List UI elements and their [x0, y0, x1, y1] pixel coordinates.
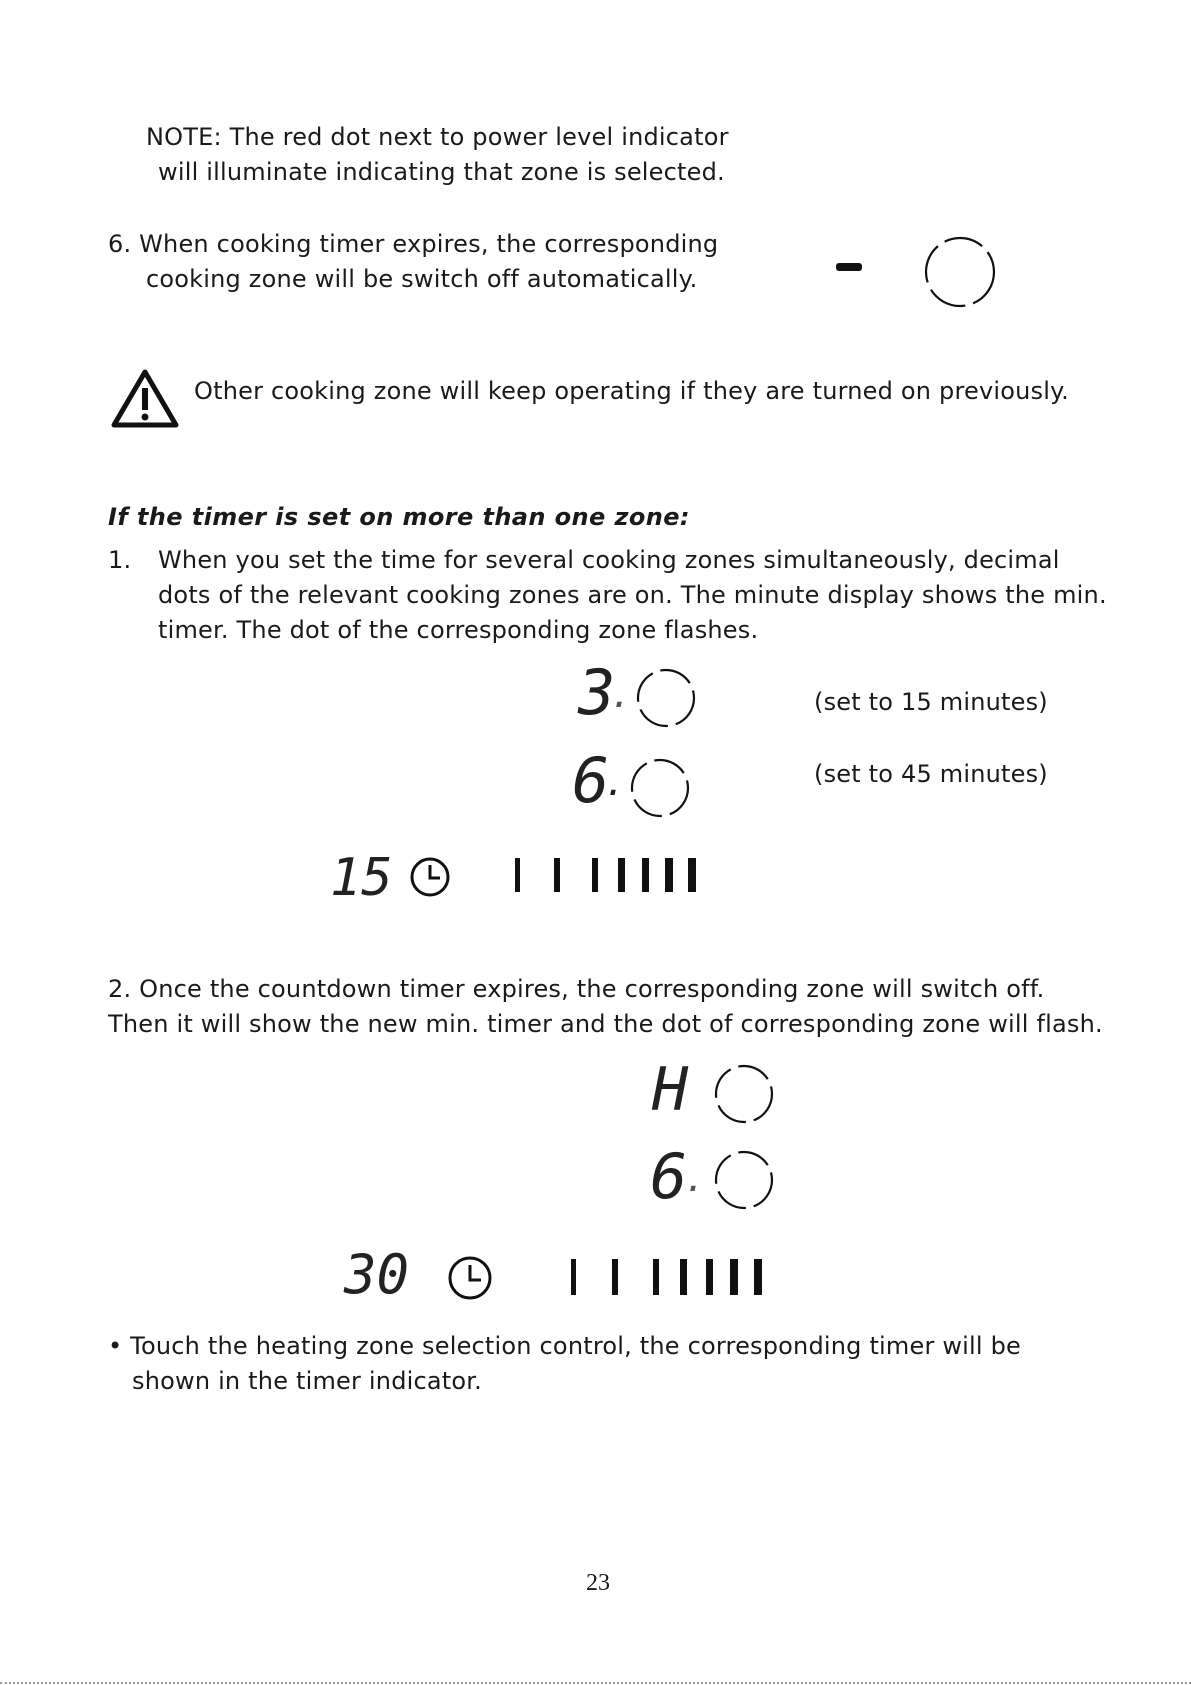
power-level-bars-2	[568, 1258, 788, 1296]
note-line-1: NOTE: The red dot next to power level indicator	[146, 123, 729, 151]
zone2-power-digit: 6	[572, 744, 610, 817]
zone1-ring-icon	[634, 666, 698, 730]
section-heading: If the timer is set on more than one zone:	[108, 503, 690, 531]
zone1-ring-icon-2	[712, 1062, 776, 1126]
off-dash-display	[836, 263, 862, 271]
bullet-line-2: shown in the timer indicator.	[132, 1367, 482, 1395]
zone1-caption: (set to 15 minutes)	[814, 688, 1048, 716]
bullet-line-1: • Touch the heating zone selection control, the corresponding timer will be	[108, 1332, 1022, 1360]
timer-display-30: 30	[344, 1243, 410, 1306]
page-number: 23	[586, 1570, 610, 1596]
zone1-h-indicator: H	[652, 1055, 689, 1125]
zone2-flashing-dot: .	[684, 1159, 706, 1200]
item1-line-3: timer. The dot of the corresponding zone flashes.	[158, 616, 759, 644]
item1-number: 1.	[108, 546, 132, 574]
step6-line-1: 6. When cooking timer expires, the corresponding	[108, 230, 719, 258]
clock-icon-2	[446, 1254, 494, 1302]
item1-line-1: When you set the time for several cooking zones simultaneously, decimal	[158, 546, 1060, 574]
zone2-dot: .	[604, 763, 626, 804]
item1-line-2: dots of the relevant cooking zones are on. The minute display shows the min.	[158, 581, 1107, 609]
clock-icon	[408, 855, 452, 899]
item2-line-2: Then it will show the new min. timer and the dot of corresponding zone will flash.	[108, 1010, 1103, 1038]
power-level-bars-1	[512, 857, 712, 893]
warning-triangle-icon	[110, 368, 180, 430]
zone1-flashing-dot: .	[610, 675, 632, 716]
zone1-power-digit: 3	[578, 656, 616, 729]
bottom-dotted-rule	[0, 1682, 1191, 1684]
zone2-ring-icon	[628, 756, 692, 820]
zone2-ring-icon-2	[712, 1148, 776, 1212]
step6-line-2: cooking zone will be switch off automatically.	[146, 265, 698, 293]
warning-text: Other cooking zone will keep operating if they are turned on previously.	[194, 377, 1069, 405]
zone2-caption: (set to 45 minutes)	[814, 760, 1048, 788]
cooking-zone-ring-icon	[918, 230, 1002, 314]
zone2-power-digit-2: 6	[650, 1140, 688, 1213]
timer-display-15: 15	[330, 848, 393, 908]
item2-line-1: 2. Once the countdown timer expires, the corresponding zone will switch off.	[108, 975, 1045, 1003]
note-line-2: will illuminate indicating that zone is selected.	[158, 158, 725, 186]
